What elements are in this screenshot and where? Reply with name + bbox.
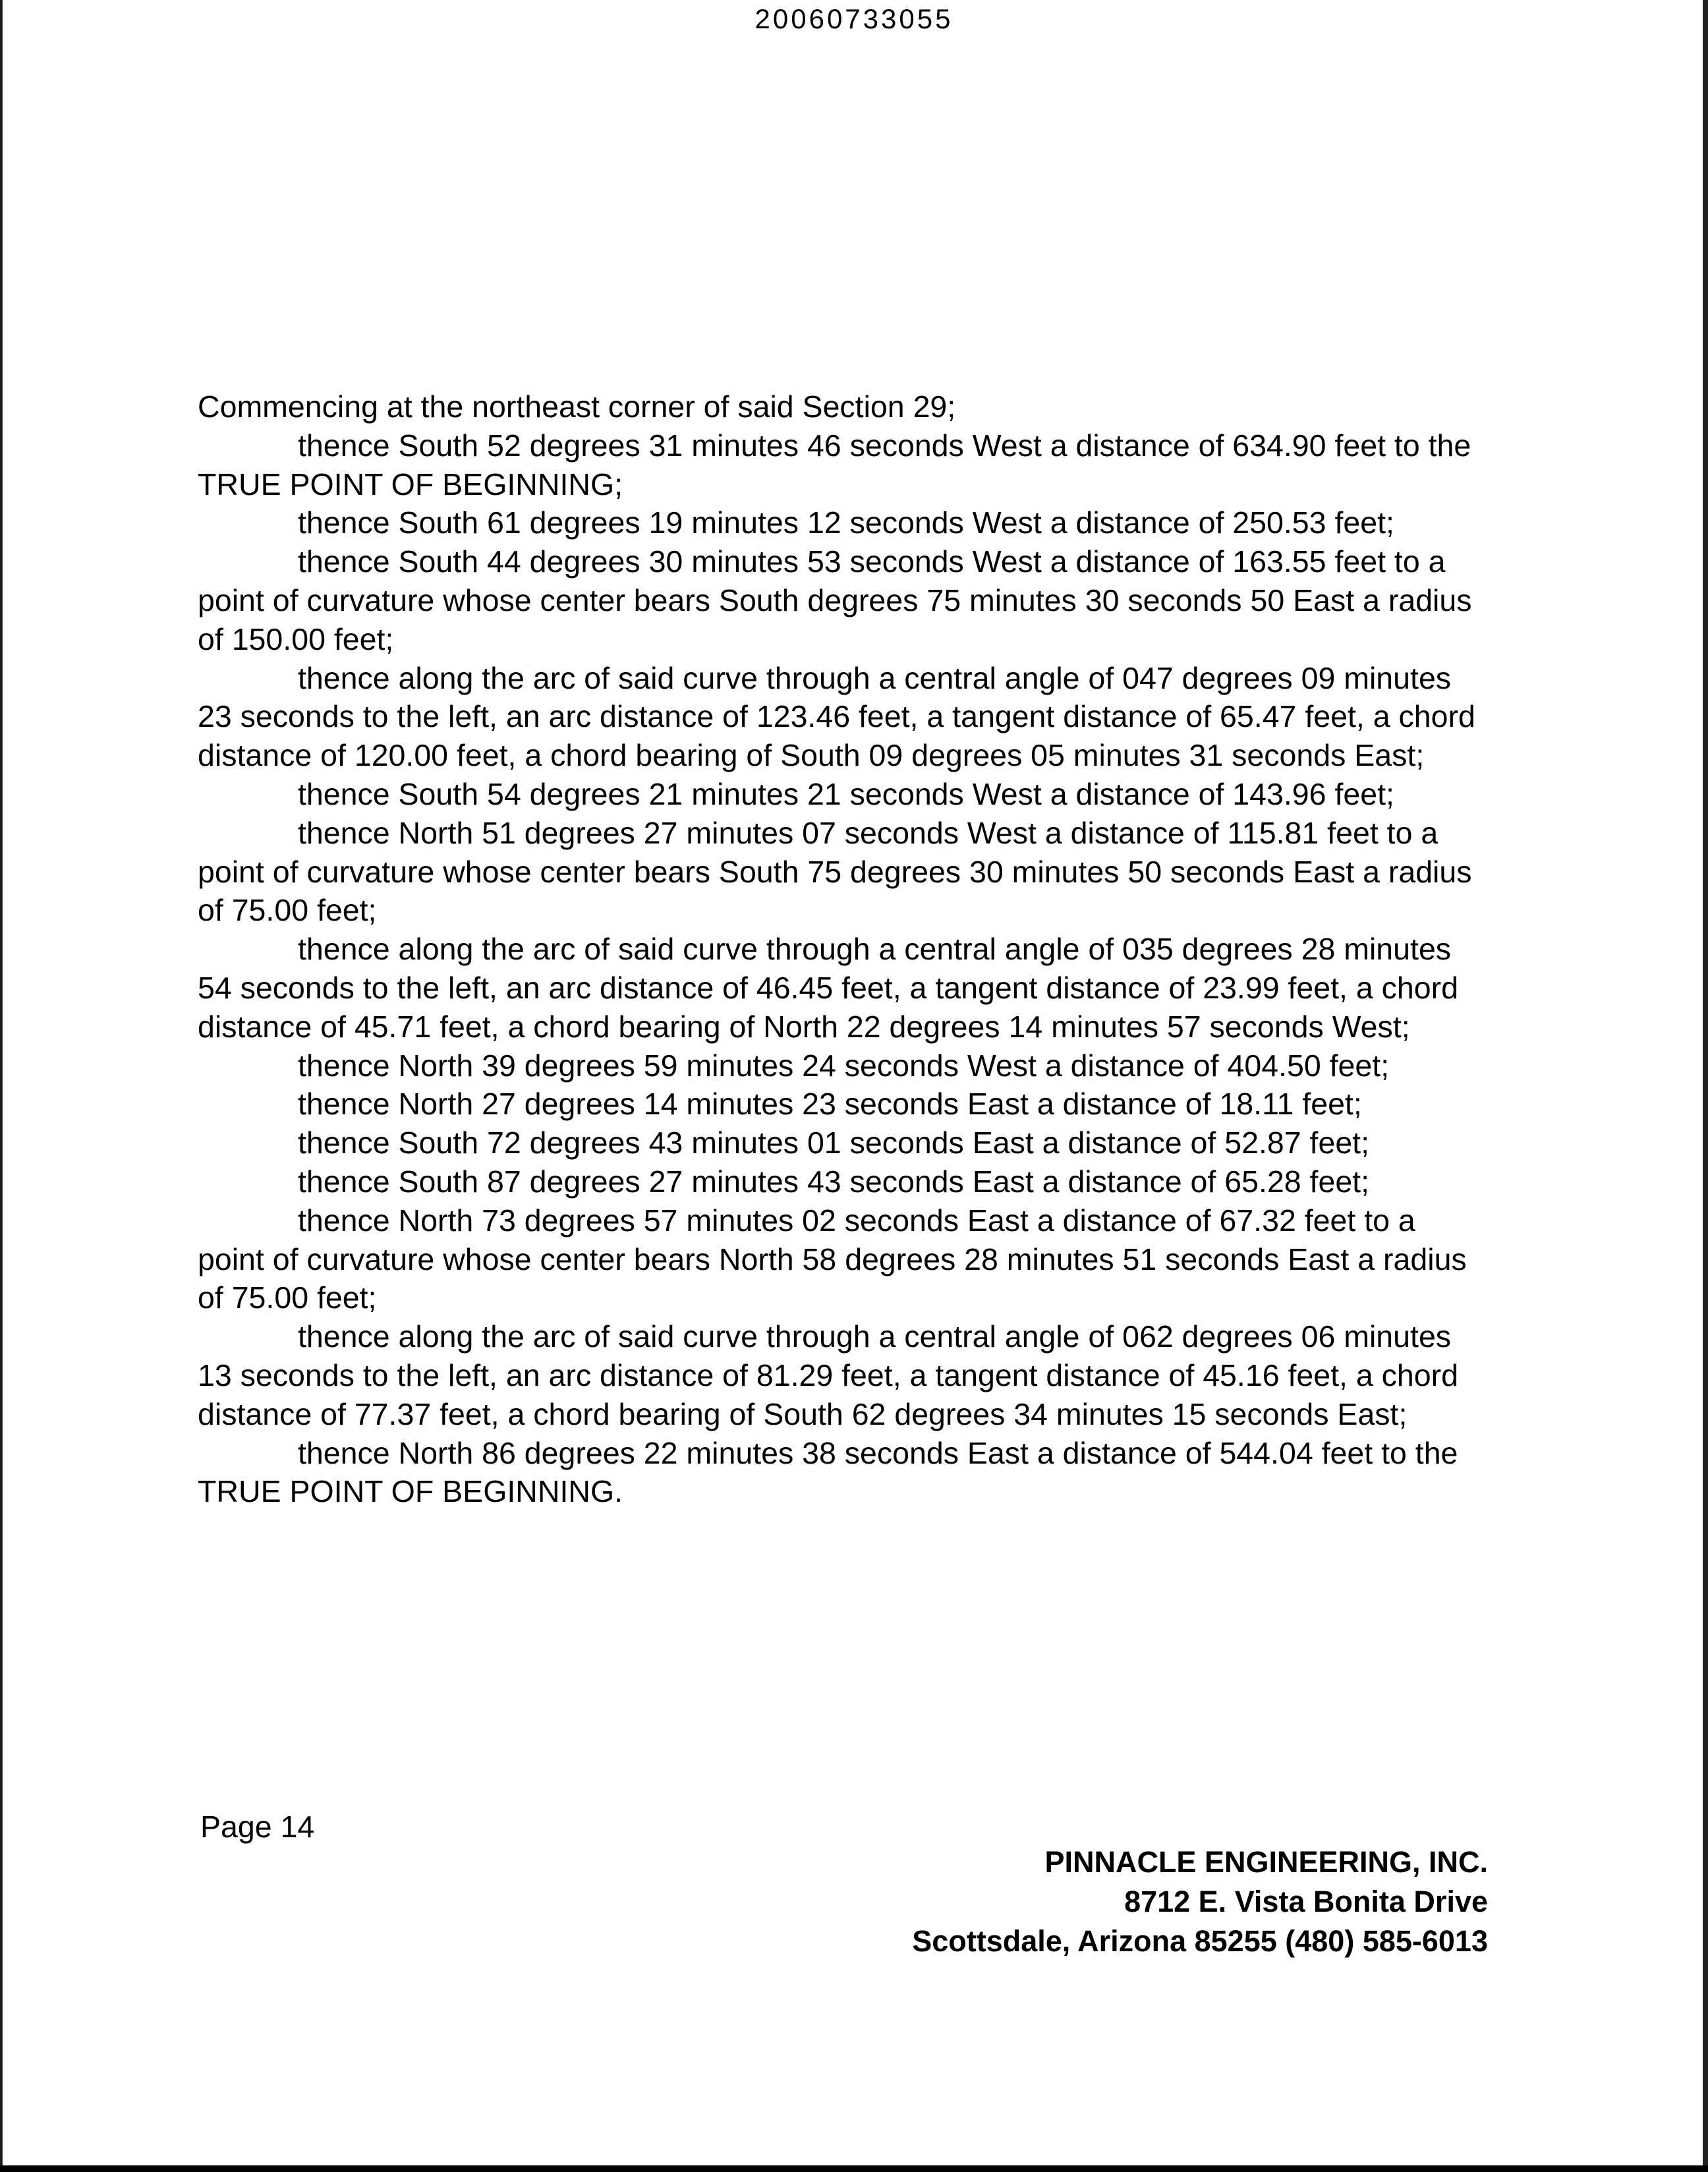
course-paragraph: thence South 52 degrees 31 minutes 46 seconds West a distance of 634.90 feet to the TRUE POINT OF BEGINNING; [198,428,1471,501]
course-paragraph: thence South 44 degrees 30 minutes 53 seconds West a distance of 163.55 feet to a point of curvature whose center bears South degrees 75 minutes 30 seconds 50 East a radius of 150.00 feet; [198,544,1472,656]
scan-border-right [1703,0,1708,2172]
course-paragraph: thence South 54 degrees 21 minutes 21 seconds West a distance of 143.96 feet; [298,776,1394,811]
course-paragraph: thence North 39 degrees 59 minutes 24 seconds West a distance of 404.50 feet; [298,1048,1390,1083]
company-name: PINNACLE ENGINEERING, INC. [1044,1845,1488,1879]
scan-border-bottom [0,2165,1708,2172]
course-paragraph: thence South 61 degrees 19 minutes 12 seconds West a distance of 250.53 feet; [298,505,1394,540]
commencement-paragraph: Commencing at the northeast corner of said Section 29; [198,389,956,424]
curve-paragraph: thence along the arc of said curve through a central angle of 035 degrees 28 minutes 54 seconds to the left, an arc distance of 46.45 feet, a tangent distance of 23.99 feet, a chord distance of 45.71 feet, a chord bearing of North 22 degrees 14 minutes 57 seconds West; [198,932,1458,1044]
company-info [912,1843,1488,1961]
course-paragraph: thence South 72 degrees 43 minutes 01 seconds East a distance of 52.87 feet; [298,1126,1370,1160]
company-city-phone: Scottsdale, Arizona 85255 (480) 585-6013 [912,1924,1488,1958]
scan-border-left [0,0,3,2172]
legal-description [198,387,1489,1511]
curve-paragraph: thence along the arc of said curve through a central angle of 062 degrees 06 minutes 13 seconds to the left, an arc distance of 81.29 feet, a tangent distance of 45.16 feet, a chord distance of 77.37 feet, a chord bearing of South 62 degrees 34 minutes 15 seconds East; [198,1319,1458,1431]
curve-paragraph: thence along the arc of said curve through a central angle of 047 degrees 09 minutes 23 seconds to the left, an arc distance of 123.46 feet, a tangent distance of 65.47 feet, a chord distance of 120.00 feet, a chord bearing of South 09 degrees 05 minutes 31 seconds East; [198,660,1475,773]
course-paragraph: thence North 27 degrees 14 minutes 23 seconds East a distance of 18.11 feet; [298,1087,1362,1122]
company-address: 8712 E. Vista Bonita Drive [1124,1885,1488,1918]
closing-course-paragraph: thence North 86 degrees 22 minutes 38 seconds East a distance of 544.04 feet to the TRUE POINT OF BEGINNING. [198,1435,1458,1509]
course-paragraph: thence North 73 degrees 57 minutes 02 seconds East a distance of 67.32 feet to a point of curvature whose center bears North 58 degrees 28 minutes 51 seconds East a radius of 75.00 feet; [198,1203,1467,1315]
course-paragraph: thence South 87 degrees 27 minutes 43 seconds East a distance of 65.28 feet; [298,1164,1370,1199]
page-number: Page 14 [200,1810,315,1844]
course-paragraph: thence North 51 degrees 27 minutes 07 seconds West a distance of 115.81 feet to a point of curvature whose center bears South 75 degrees 30 minutes 50 seconds East a radius of 75.00 feet; [198,815,1472,928]
recording-number: 20060733055 [754,3,954,34]
